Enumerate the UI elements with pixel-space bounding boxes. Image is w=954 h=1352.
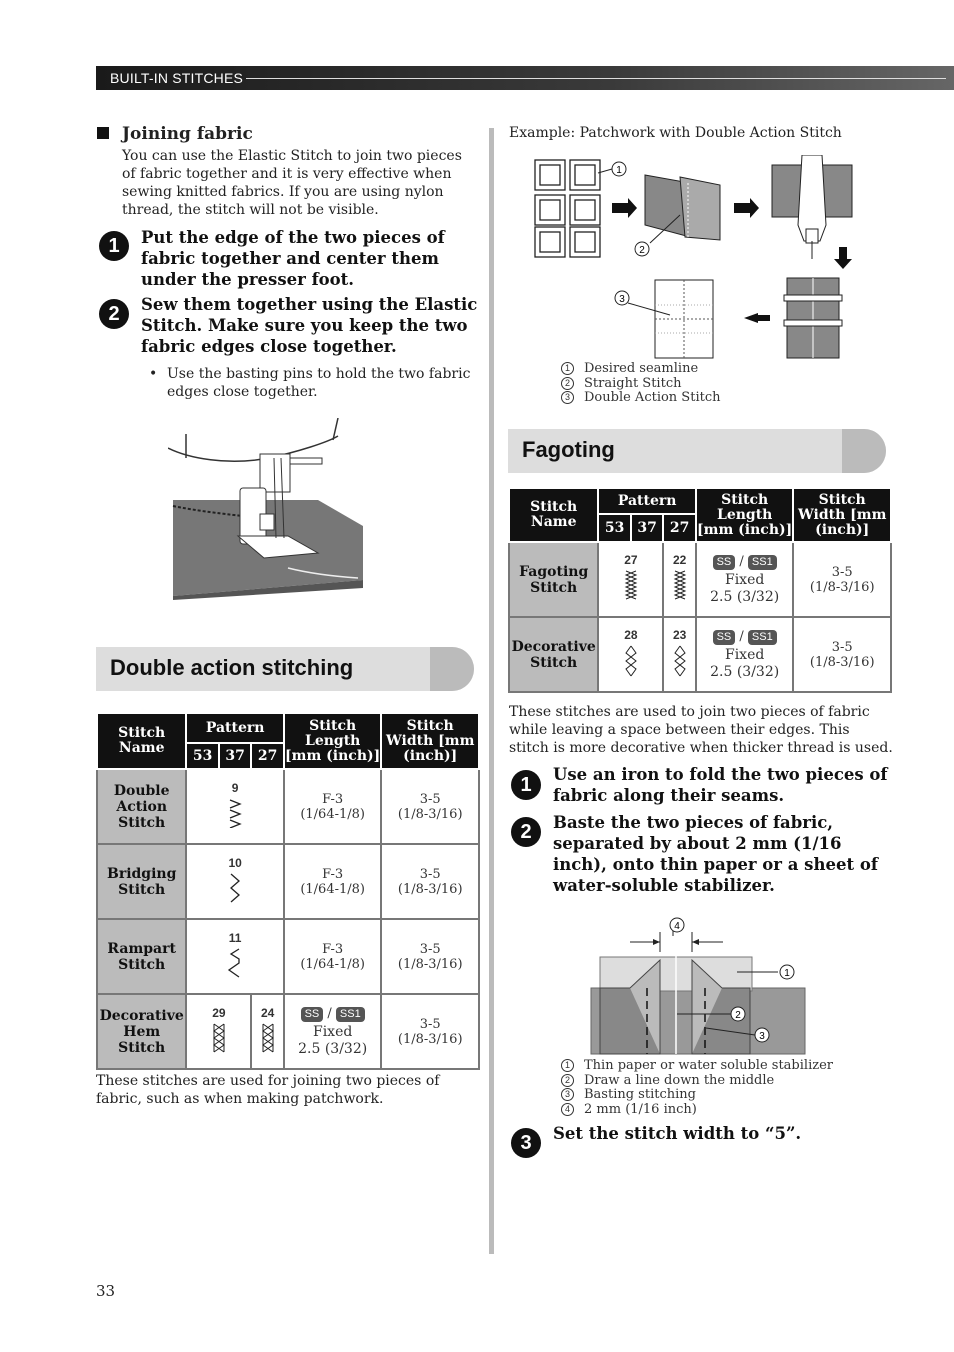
header-stitch-name: Stitch Name bbox=[509, 488, 598, 542]
stitch-width: 3-5 (1/8-3/16) bbox=[793, 617, 891, 692]
pattern-cell bbox=[186, 994, 251, 1069]
stitch-length: SS / SS1 Fixed 2.5 (3/32) bbox=[696, 542, 794, 617]
pattern-cell bbox=[186, 769, 284, 844]
stitch-length: SS / SS1 Fixed 2.5 (3/32) bbox=[696, 617, 794, 692]
ss1-badge: SS1 bbox=[336, 1007, 365, 1022]
joining-step-2: Sew them together using the Elastic Stitch. Make sure you keep the two fabric edges close together. bbox=[141, 295, 478, 356]
header-model-37: 37 bbox=[631, 514, 664, 542]
decorative-stitch-icon bbox=[673, 645, 687, 677]
header-model-27: 27 bbox=[251, 743, 284, 769]
decorative-hem-stitch-icon bbox=[261, 1023, 275, 1053]
pattern-cell bbox=[598, 542, 663, 617]
fagoting-step-1: Use an iron to fold the two pieces of fabric along their seams. bbox=[553, 765, 888, 805]
stitch-width: 3-5 (1/8-3/16) bbox=[381, 844, 479, 919]
pattern-number: 27 bbox=[624, 553, 638, 567]
pattern-cell bbox=[251, 994, 284, 1069]
header-stitch-length: Stitch Length [mm (inch)] bbox=[696, 488, 794, 542]
section-tab bbox=[430, 647, 474, 691]
pattern-cell bbox=[186, 919, 284, 994]
header-pattern: Pattern bbox=[598, 488, 696, 514]
fagoting-stitch-icon bbox=[624, 570, 638, 602]
header-stitch-length: Stitch Length [mm (inch)] bbox=[284, 713, 382, 769]
pattern-number: 22 bbox=[672, 553, 687, 567]
fagoting-stitch-icon bbox=[673, 570, 687, 602]
fagoting-step-2: Baste the two pieces of fabric, separated by about 2 mm (1/16 inch), onto thin paper or a sheet of water-soluble stabilizer. bbox=[553, 813, 878, 895]
step-2-icon: 2 bbox=[99, 299, 129, 329]
table-row bbox=[97, 769, 479, 844]
double-action-table bbox=[96, 712, 480, 1070]
pattern-number: 9 bbox=[231, 781, 239, 795]
joining-bullet-note: Use the basting pins to hold the two fabric edges close together. bbox=[167, 366, 471, 400]
fagoting-note: These stitches are used to join two pieces of fabric while leaving a space between their edges. This stitch is more decorative when thicker thread is used. bbox=[509, 704, 893, 756]
stitch-width: 3-5 (1/8-3/16) bbox=[381, 769, 479, 844]
stitch-name: Decorative Hem Stitch bbox=[97, 994, 186, 1069]
legend-item: 3 Basting stitching bbox=[561, 1088, 833, 1103]
header-model-27: 27 bbox=[663, 514, 696, 542]
pattern-cell bbox=[598, 617, 663, 692]
fagoting-table bbox=[508, 487, 892, 693]
bullet-dot-icon: • bbox=[149, 366, 158, 382]
joining-step-1: Put the edge of the two pieces of fabric together and center them under the presser foot. bbox=[141, 228, 445, 289]
ss-badge: SS bbox=[301, 1007, 324, 1022]
svg-text:3: 3 bbox=[759, 1031, 765, 1042]
ss-badge: SS bbox=[713, 630, 736, 645]
joining-fabric-intro: You can use the Elastic Stitch to join two pieces of fabric together and it is very effective when sewing knitted fabrics. If you are using nylon thread, the stitch will not be visible. bbox=[122, 148, 462, 218]
stitch-length: F-3 (1/64-1/8) bbox=[284, 769, 382, 844]
svg-text:2: 2 bbox=[735, 1010, 741, 1021]
step-2-icon: 2 bbox=[511, 817, 541, 847]
column-divider bbox=[489, 128, 494, 1254]
legend-item: 1 Thin paper or water soluble stabilizer bbox=[561, 1059, 833, 1074]
table-row bbox=[97, 844, 479, 919]
fagoting-diagram bbox=[585, 912, 810, 1057]
joining-fabric-heading: Joining fabric bbox=[122, 124, 253, 144]
square-bullet-icon bbox=[97, 127, 109, 139]
table-row bbox=[97, 919, 479, 994]
header-model-53: 53 bbox=[598, 514, 631, 542]
svg-text:2: 2 bbox=[639, 245, 645, 256]
example-legend bbox=[561, 362, 720, 406]
fagoting-title: Fagoting bbox=[522, 437, 615, 462]
stitch-width: 3-5 (1/8-3/16) bbox=[381, 994, 479, 1069]
stitch-width: 3-5 (1/8-3/16) bbox=[381, 919, 479, 994]
legend-item: 1 Desired seamline bbox=[561, 362, 720, 377]
patchwork-diagram bbox=[530, 155, 860, 365]
pattern-number: 29 bbox=[212, 1006, 226, 1020]
step-3-icon: 3 bbox=[511, 1128, 541, 1158]
legend-item: 4 2 mm (1/16 inch) bbox=[561, 1103, 833, 1118]
ss-badge: SS bbox=[713, 555, 736, 570]
fagoting-section-header bbox=[508, 429, 886, 473]
step-1-icon: 1 bbox=[511, 770, 541, 800]
step-1-icon: 1 bbox=[99, 231, 129, 261]
table-row bbox=[509, 617, 891, 692]
double-action-note: These stitches are used for joining two pieces of fabric, such as when making patchwork. bbox=[96, 1073, 440, 1107]
stitch-name: Fagoting Stitch bbox=[509, 542, 598, 617]
svg-text:1: 1 bbox=[616, 165, 622, 176]
decorative-hem-stitch-icon bbox=[212, 1023, 226, 1053]
pattern-number: 11 bbox=[228, 931, 242, 945]
stitch-length: SS / SS1 Fixed 2.5 (3/32) bbox=[284, 994, 382, 1069]
stitch-length: F-3 (1/64-1/8) bbox=[284, 919, 382, 994]
header-model-37: 37 bbox=[219, 743, 252, 769]
stitch-name: Rampart Stitch bbox=[97, 919, 186, 994]
stitch-width: 3-5 (1/8-3/16) bbox=[793, 542, 891, 617]
section-header-bar bbox=[96, 66, 954, 90]
rampart-stitch-icon bbox=[227, 948, 243, 978]
pattern-cell bbox=[663, 542, 696, 617]
stitch-name: Double Action Stitch bbox=[97, 769, 186, 844]
example-title: Example: Patchwork with Double Action Stitch bbox=[509, 125, 842, 141]
svg-text:4: 4 bbox=[674, 921, 680, 932]
pattern-number: 24 bbox=[260, 1006, 275, 1020]
ss1-badge: SS1 bbox=[748, 555, 777, 570]
ss1-badge: SS1 bbox=[748, 630, 777, 645]
table-row bbox=[97, 994, 479, 1069]
presser-foot-illustration bbox=[168, 418, 368, 600]
svg-text:3: 3 bbox=[619, 294, 625, 305]
stitch-length: F-3 (1/64-1/8) bbox=[284, 844, 382, 919]
header-stitch-width: Stitch Width [mm (inch)] bbox=[381, 713, 479, 769]
header-rule bbox=[246, 78, 946, 79]
page-number: 33 bbox=[96, 1282, 116, 1300]
section-tab bbox=[842, 429, 886, 473]
table-row bbox=[509, 542, 891, 617]
section-header-title: BUILT-IN STITCHES bbox=[110, 70, 244, 86]
double-action-stitch-icon bbox=[228, 798, 242, 828]
header-pattern: Pattern bbox=[186, 713, 284, 743]
pattern-cell bbox=[663, 617, 696, 692]
stitch-name: Bridging Stitch bbox=[97, 844, 186, 919]
pattern-number: 10 bbox=[228, 856, 242, 870]
header-stitch-width: Stitch Width [mm (inch)] bbox=[793, 488, 891, 542]
legend-item: 3 Double Action Stitch bbox=[561, 391, 720, 406]
bridging-stitch-icon bbox=[228, 873, 242, 903]
legend-item: 2 Straight Stitch bbox=[561, 377, 720, 392]
fagoting-legend bbox=[561, 1059, 833, 1117]
double-action-title: Double action stitching bbox=[110, 655, 354, 680]
pattern-cell bbox=[186, 844, 284, 919]
stitch-name: Decorative Stitch bbox=[509, 617, 598, 692]
legend-item: 2 Draw a line down the middle bbox=[561, 1074, 833, 1089]
fagoting-step-3: Set the stitch width to “5”. bbox=[553, 1124, 802, 1143]
decorative-stitch-icon bbox=[624, 645, 638, 677]
header-model-53: 53 bbox=[186, 743, 219, 769]
double-action-section-header bbox=[96, 647, 474, 691]
svg-text:1: 1 bbox=[784, 968, 790, 979]
pattern-number: 23 bbox=[672, 628, 687, 642]
header-stitch-name: Stitch Name bbox=[97, 713, 186, 769]
pattern-number: 28 bbox=[624, 628, 638, 642]
